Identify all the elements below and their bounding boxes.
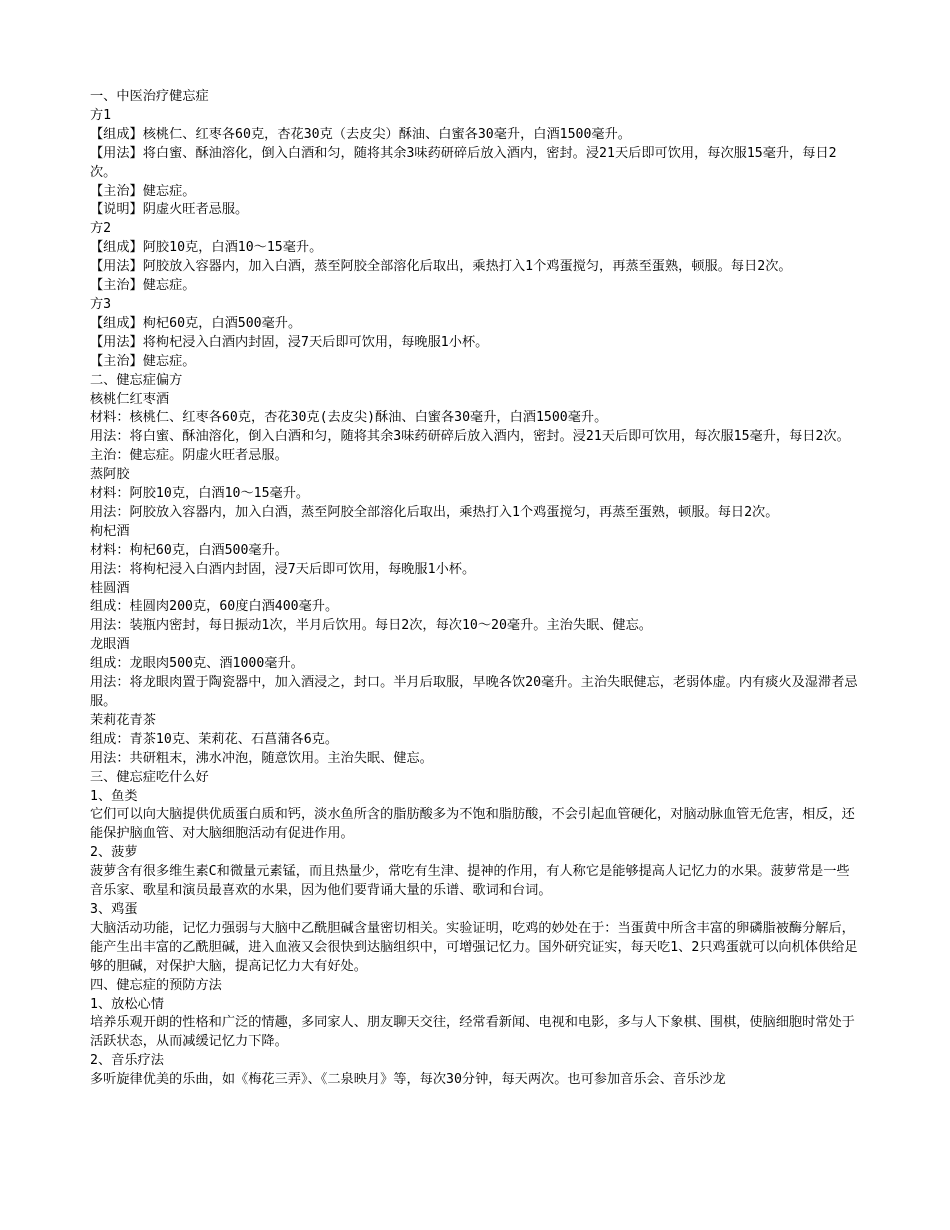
subheading: 3、鸡蛋: [90, 901, 138, 917]
paragraph: 用法：共研粗末，沸水冲泡，随意饮用。主治失眠、健忘。: [90, 750, 433, 766]
paragraph: 【主治】健忘症。: [90, 183, 196, 199]
paragraph: 大脑活动功能，记忆力强弱与大脑中乙酰胆碱含量密切相关。实验证明，吃鸡的妙处在于：当蛋黄中所含丰富的卵磷脂被酶分解后，能产生出丰富的乙酰胆碱，进入血液又会很快到达脑组织中，可增强记忆力。国外研究证实，每天吃1、2只鸡蛋就可以向机体供给足够的胆碱，对保护大脑，提高记忆力大有好处。: [90, 920, 858, 974]
paragraph: 菠萝含有很多维生素C和微量元素锰，而且热量少，常吃有生津、提神的作用，有人称它是能够提高人记忆力的水果。菠萝常是一些音乐家、歌星和演员最喜欢的水果，因为他们要背诵大量的乐谱、歌词和台词。: [90, 864, 850, 899]
paragraph: 【组成】枸杞60克，白酒500毫升。: [90, 315, 302, 331]
recipe-heading: 方1: [90, 107, 112, 123]
paragraph: 材料：核桃仁、红枣各60克，杏花30克(去皮尖)酥油、白蜜各30毫升，白酒1500毫升。: [90, 410, 608, 426]
paragraph: 组成：龙眼肉500克、酒1000毫升。: [90, 656, 304, 672]
recipe-heading: 方2: [90, 221, 112, 237]
recipe-heading: 茉莉花青茶: [90, 712, 156, 728]
paragraph: 【组成】核桃仁、红枣各60克，杏花30克（去皮尖）酥油、白蜜各30毫升，白酒1500毫升。: [90, 126, 631, 142]
paragraph: 用法：阿胶放入容器内，加入白酒，蒸至阿胶全部溶化后取出，乘热打入1个鸡蛋搅匀，再蒸至蛋熟，顿服。每日2次。: [90, 504, 779, 520]
paragraph: 【用法】阿胶放入容器内，加入白酒，蒸至阿胶全部溶化后取出，乘热打入1个鸡蛋搅匀，再蒸至蛋熟，顿服。每日2次。: [90, 259, 792, 275]
section-heading: 一、中医治疗健忘症: [90, 89, 209, 104]
paragraph: 组成：桂圆肉200克，60度白酒400毫升。: [90, 599, 339, 615]
paragraph: 多听旋律优美的乐曲，如《梅花三弄》、《二泉映月》等，每次30分钟，每天两次。也可参加音乐会、音乐沙龙: [90, 1072, 726, 1088]
section-heading: 三、健忘症吃什么好: [90, 769, 209, 785]
paragraph: 它们可以向大脑提供优质蛋白质和钙，淡水鱼所含的脂肪酸多为不饱和脂肪酸，不会引起血管硬化，对脑动脉血管无危害，相反，还能保护脑血管、对大脑细胞活动有促进作用。: [90, 807, 855, 842]
recipe-heading: 蒸阿胶: [90, 467, 130, 483]
recipe-heading: 方3: [90, 296, 112, 312]
paragraph: 材料：阿胶10克，白酒10～15毫升。: [90, 486, 310, 502]
paragraph: 【组成】阿胶10克，白酒10～15毫升。: [90, 240, 323, 256]
paragraph: 培养乐观开朗的性格和广泛的情趣，多同家人、朋友聊天交往，经常看新闻、电视和电影，多与人下象棋、围棋，使脑细胞时常处于活跃状态，从而减缓记忆力下降。: [90, 1015, 855, 1050]
paragraph: 用法：将白蜜、酥油溶化，倒入白酒和匀，随将其余3味药研碎后放入酒内，密封。浸21天后即可饮用，每次服15毫升，每日2次。主治：健忘症。阴虚火旺者忌服。: [90, 429, 850, 464]
subheading: 2、菠萝: [90, 845, 138, 861]
paragraph: 【用法】将枸杞浸入白酒内封固，浸7天后即可饮用，每晚服1小杯。: [90, 334, 489, 350]
recipe-heading: 核桃仁红枣酒: [90, 391, 170, 407]
section-heading: 二、健忘症偏方: [90, 372, 183, 388]
paragraph: 用法：装瓶内密封，每日振动1次，半月后饮用。每日2次，每次10～20毫升。主治失眠、健忘。: [90, 618, 652, 634]
paragraph: 用法：将枸杞浸入白酒内封固，浸7天后即可饮用，每晚服1小杯。: [90, 561, 476, 577]
paragraph: 组成：青茶10克、茉莉花、石菖蒲各6克。: [90, 731, 339, 747]
paragraph: 【主治】健忘症。: [90, 353, 196, 369]
recipe-heading: 桂圆酒: [90, 580, 130, 596]
recipe-heading: 枸杞酒: [90, 523, 130, 539]
paragraph: 【用法】将白蜜、酥油溶化，倒入白酒和匀，随将其余3味药研碎后放入酒内，密封。浸21天后即可饮用，每次服15毫升，每日2次。: [90, 145, 837, 180]
subheading: 2、音乐疗法: [90, 1053, 164, 1069]
section-heading: 四、健忘症的预防方法: [90, 977, 222, 993]
paragraph: 材料：枸杞60克，白酒500毫升。: [90, 542, 288, 558]
paragraph: 【主治】健忘症。: [90, 278, 196, 294]
paragraph: 【说明】阴虚火旺者忌服。: [90, 202, 249, 218]
subheading: 1、放松心情: [90, 996, 164, 1012]
recipe-heading: 龙眼酒: [90, 637, 130, 653]
subheading: 1、鱼类: [90, 788, 138, 804]
paragraph: 用法：将龙眼肉置于陶瓷器中，加入酒浸之，封口。半月后取服，早晚各饮20毫升。主治失眠健忘，老弱体虚。内有痰火及湿滞者忌服。: [90, 675, 858, 709]
